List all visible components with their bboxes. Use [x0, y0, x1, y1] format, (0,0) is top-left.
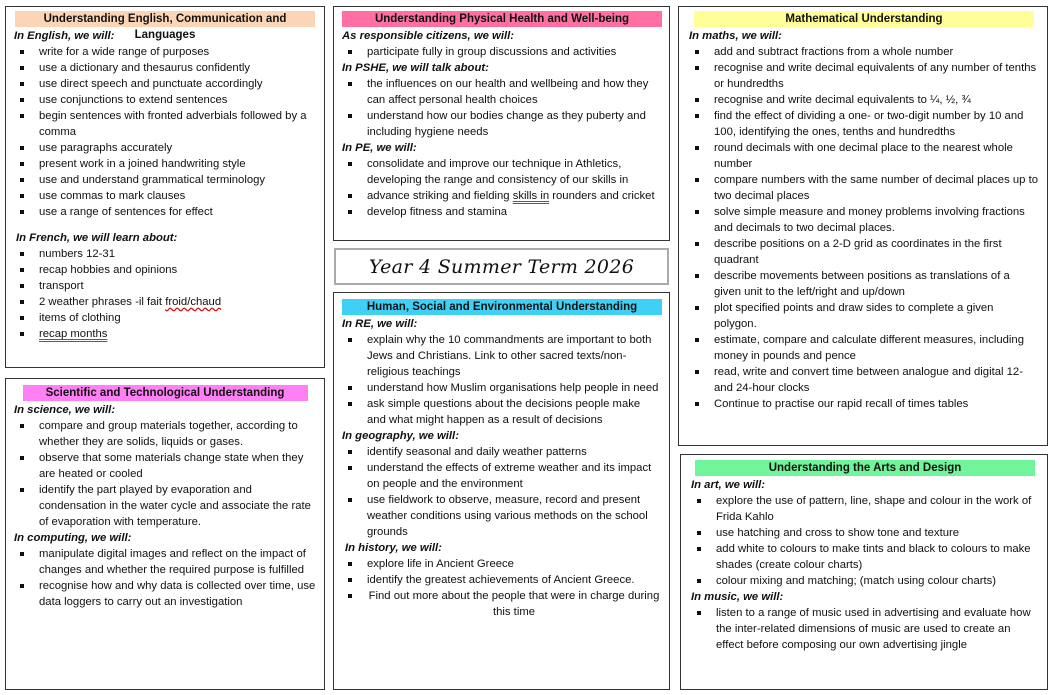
list-item: solve simple measure and money problems involving fractions and decimals to two decimal places.	[689, 204, 1039, 236]
list-item: use and understand grammatical terminology	[14, 172, 316, 188]
list-item: recognise how and why data is collected over time, use data loggers to carry out an investigation	[14, 578, 316, 610]
maths-list	[689, 44, 1039, 412]
science-header: Scientific and Technological Understanding	[23, 385, 308, 401]
list-item: ask simple questions about the decisions people make and what might happen as a result of decisions	[342, 396, 661, 428]
list-item: use commas to mark clauses	[14, 188, 316, 204]
list-item: round decimals with one decimal place to the nearest whole number	[689, 140, 1039, 172]
list-item: use a dictionary and thesaurus confidently	[14, 60, 316, 76]
computing-list	[14, 546, 316, 610]
list-item: read, write and convert time between analogue and digital 12- and 24-hour clocks	[689, 364, 1039, 396]
list-item: use paragraphs accurately	[14, 140, 316, 156]
science-subheading: In science, we will:	[14, 404, 116, 416]
list-item: compare and group materials together, according to whether they are solids, liquids or gases.	[14, 418, 316, 450]
striking-word: skills in	[512, 190, 550, 202]
list-item: listen to a range of music used in advertising and evaluate how the inter-related dimensions of music are used to create an effect before composing our own advertising jingle	[691, 605, 1039, 653]
list-item	[14, 294, 316, 310]
list-item	[342, 188, 661, 204]
health-header: Understanding Physical Health and Well-being	[342, 11, 662, 27]
list-item: use direct speech and punctuate accordingly	[14, 76, 316, 92]
geography-list	[342, 444, 661, 540]
list-item: recognise and write decimal equivalents of any number of tenths or hundredths	[689, 60, 1039, 92]
list-item: develop fitness and stamina	[342, 204, 661, 220]
list-item: present work in a joined handwriting style	[14, 156, 316, 172]
list-item: explain why the 10 commandments are important to both Jews and Christians. Link to other sacred texts/non-religious teachings	[342, 332, 661, 380]
science-box	[5, 378, 325, 690]
page-title-box	[334, 248, 669, 285]
list-item	[14, 326, 316, 342]
history-subheading: In history, we will:	[345, 542, 442, 554]
list-item: plot specified points and draw sides to complete a given polygon.	[689, 300, 1039, 332]
english-header: Understanding English, Communication and Languages	[15, 11, 315, 27]
french-list	[14, 246, 316, 342]
striking-suffix: rounders and cricket	[549, 190, 655, 202]
list-item: describe movements between positions as translations of a given unit to the left/right and up/down	[689, 268, 1039, 300]
list-item: understand how Muslim organisations help people in need	[342, 380, 661, 396]
humanities-box	[333, 292, 670, 690]
english-box	[5, 6, 325, 368]
weather-prefix: 2 weather phrases -il fait	[39, 296, 166, 308]
recap-months: recap months	[39, 328, 108, 340]
pshe-list	[342, 76, 661, 140]
list-item: identify the part played by evaporation and condensation in the water cycle and associate the rate of evaporation with temperature.	[14, 482, 316, 530]
striking-prefix: advance striking and fielding	[367, 190, 513, 202]
arts-header: Understanding the Arts and Design	[695, 460, 1035, 476]
list-item: identify seasonal and daily weather patterns	[342, 444, 661, 460]
list-item: add and subtract fractions from a whole number	[689, 44, 1039, 60]
re-subheading: In RE, we will:	[342, 318, 418, 330]
list-item: Continue to practise our rapid recall of times tables	[689, 396, 1039, 412]
list-item: use fieldwork to observe, measure, record and present weather conditions using various methods on the school grounds	[342, 492, 661, 540]
english-subheading: In English, we will:	[14, 30, 115, 42]
maths-header: Mathematical Understanding	[694, 11, 1034, 27]
citizens-subheading: As responsible citizens, we will:	[342, 30, 515, 42]
list-item: compare numbers with the same number of decimal places up to two decimal places	[689, 172, 1039, 204]
list-item: use a range of sentences for effect	[14, 204, 316, 220]
list-item: use hatching and cross to show tone and texture	[691, 525, 1039, 541]
list-item: items of clothing	[14, 310, 316, 326]
list-item: write for a wide range of purposes	[14, 44, 316, 60]
history-list	[342, 556, 661, 588]
list-item: add white to colours to make tints and black to colours to make shades (create colour charts)	[691, 541, 1039, 573]
list-item: observe that some materials change state when they are heated or cooled	[14, 450, 316, 482]
list-item: manipulate digital images and reflect on the impact of changes and whether the required purpose is fulfilled	[14, 546, 316, 578]
computing-subheading: In computing, we will:	[14, 532, 132, 544]
list-item: explore the use of pattern, line, shape and colour in the work of Frida Kahlo	[691, 493, 1039, 525]
list-item: recap hobbies and opinions	[14, 262, 316, 278]
list-item: begin sentences with fronted adverbials followed by a comma	[14, 108, 316, 140]
list-item: recognise and write decimal equivalents to ¼, ½, ¾	[689, 92, 1039, 108]
page-title: Year 4 Summer Term 2026	[368, 255, 635, 278]
pe-list	[342, 156, 661, 220]
pe-subheading: In PE, we will:	[342, 142, 417, 154]
list-item: consolidate and improve our technique in Athletics, developing the range and consistency of our skills in	[342, 156, 661, 188]
list-item: numbers 12-31	[14, 246, 316, 262]
list-item: understand the effects of extreme weather and its impact on people and the environment	[342, 460, 661, 492]
music-list	[691, 605, 1039, 653]
maths-subheading: In maths, we will:	[689, 30, 782, 42]
pshe-subheading: In PSHE, we will talk about:	[342, 62, 489, 74]
french-subheading: In French, we will learn about:	[16, 232, 178, 244]
english-list	[14, 44, 316, 220]
list-item: the influences on our health and wellbeing and how they can affect personal health choices	[342, 76, 661, 108]
maths-box	[678, 6, 1048, 446]
list-item: Find out more about the people that were in charge during this time	[342, 588, 661, 620]
list-item: describe positions on a 2-D grid as coordinates in the first quadrant	[689, 236, 1039, 268]
list-item: participate fully in group discussions and activities	[342, 44, 661, 60]
list-item: understand how our bodies change as they puberty and including hygiene needs	[342, 108, 661, 140]
art-list	[691, 493, 1039, 589]
health-box	[333, 6, 670, 241]
weather-word: froid/chaud	[165, 296, 222, 308]
science-list	[14, 418, 316, 530]
list-item: find the effect of dividing a one- or two-digit number by 10 and 100, identifying the ones, tenths and hundredths	[689, 108, 1039, 140]
humanities-header: Human, Social and Environmental Understanding	[342, 299, 662, 315]
art-subheading: In art, we will:	[691, 479, 766, 491]
music-subheading: In music, we will:	[691, 591, 784, 603]
list-item: use conjunctions to extend sentences	[14, 92, 316, 108]
list-item: estimate, compare and calculate different measures, including money in pounds and pence	[689, 332, 1039, 364]
re-list	[342, 332, 661, 428]
list-item: colour mixing and matching; (match using colour charts)	[691, 573, 1039, 589]
list-item: explore life in Ancient Greece	[342, 556, 661, 572]
list-item: identify the greatest achievements of Ancient Greece.	[342, 572, 661, 588]
history-list-center	[342, 588, 661, 620]
list-item: transport	[14, 278, 316, 294]
citizens-list	[342, 44, 661, 60]
arts-box	[680, 454, 1048, 690]
geography-subheading: In geography, we will:	[342, 430, 459, 442]
